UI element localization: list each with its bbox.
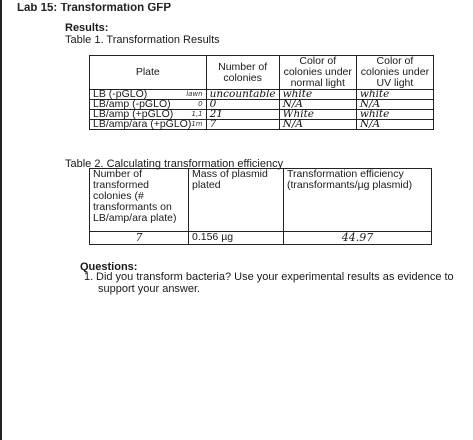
handwritten-note: 1,1 xyxy=(191,110,203,118)
colony-count: uncountable xyxy=(206,90,279,100)
uv-light-color: N/A xyxy=(356,120,433,130)
results-heading: Results: xyxy=(65,22,109,34)
table2-header-transformed: Number of transformed colonies (# transformants on LB/amp/ara plate) xyxy=(90,169,189,232)
table2-caption: Table 2. Calculating transformation efficiency xyxy=(65,158,284,170)
plate-name: LB/amp/ara (+pGLO) xyxy=(93,118,192,130)
plate-name: LB/amp (+pGLO) xyxy=(93,108,174,120)
plate-name: LB (-pGLO) xyxy=(93,88,148,100)
normal-light-color: White xyxy=(279,110,356,120)
transformed-colonies-value: 7 xyxy=(90,232,189,245)
transformation-efficiency-table xyxy=(89,168,432,245)
table1-header-count: Number of colonies xyxy=(206,56,279,90)
questions-heading: Questions: xyxy=(80,261,138,273)
normal-light-color: white xyxy=(279,90,356,100)
table2-header-efficiency: Transformation efficiency (transformants/µg plasmid) xyxy=(284,169,432,232)
normal-light-color: N/A xyxy=(279,100,356,110)
colony-count: 21 xyxy=(206,110,279,120)
question-1 xyxy=(84,271,464,295)
handwritten-note: 1m xyxy=(191,120,203,128)
colony-count: 7 xyxy=(206,120,279,130)
table2-header-mass: Mass of plasmid plated xyxy=(189,169,284,232)
uv-light-color: white xyxy=(356,90,433,100)
handwritten-note: lawn xyxy=(186,90,203,98)
colony-count: 0 xyxy=(206,100,279,110)
plate-name: LB/amp (-pGLO) xyxy=(93,98,171,110)
normal-light-color: N/A xyxy=(279,120,356,130)
page-title: Lab 15: Transformation GFP xyxy=(17,3,171,13)
table2-value-row xyxy=(90,232,432,245)
efficiency-value: 44.97 xyxy=(284,232,432,245)
plate-cell xyxy=(90,120,207,130)
uv-light-color: N/A xyxy=(356,100,433,110)
table1-header-uv: Color of colonies under UV light xyxy=(356,56,433,90)
question-text-line2: support your answer. xyxy=(98,283,201,295)
table1-header-normal: Color of colonies under normal light xyxy=(279,56,356,90)
plasmid-mass-value: 0.156 µg xyxy=(189,232,284,245)
table1-header-plate: Plate xyxy=(90,56,207,90)
table-row xyxy=(90,120,434,130)
table1-caption: Table 1. Transformation Results xyxy=(65,34,220,46)
question-text-line1: Did you transform bacteria? Use your experimental results as evidence to xyxy=(96,271,454,283)
table2-header-row xyxy=(90,169,432,232)
uv-light-color: white xyxy=(356,110,433,120)
handwritten-note: 0 xyxy=(198,100,203,108)
table1-header-row xyxy=(90,56,434,90)
question-number: 1. xyxy=(84,271,94,283)
transformation-results-table xyxy=(89,55,434,130)
